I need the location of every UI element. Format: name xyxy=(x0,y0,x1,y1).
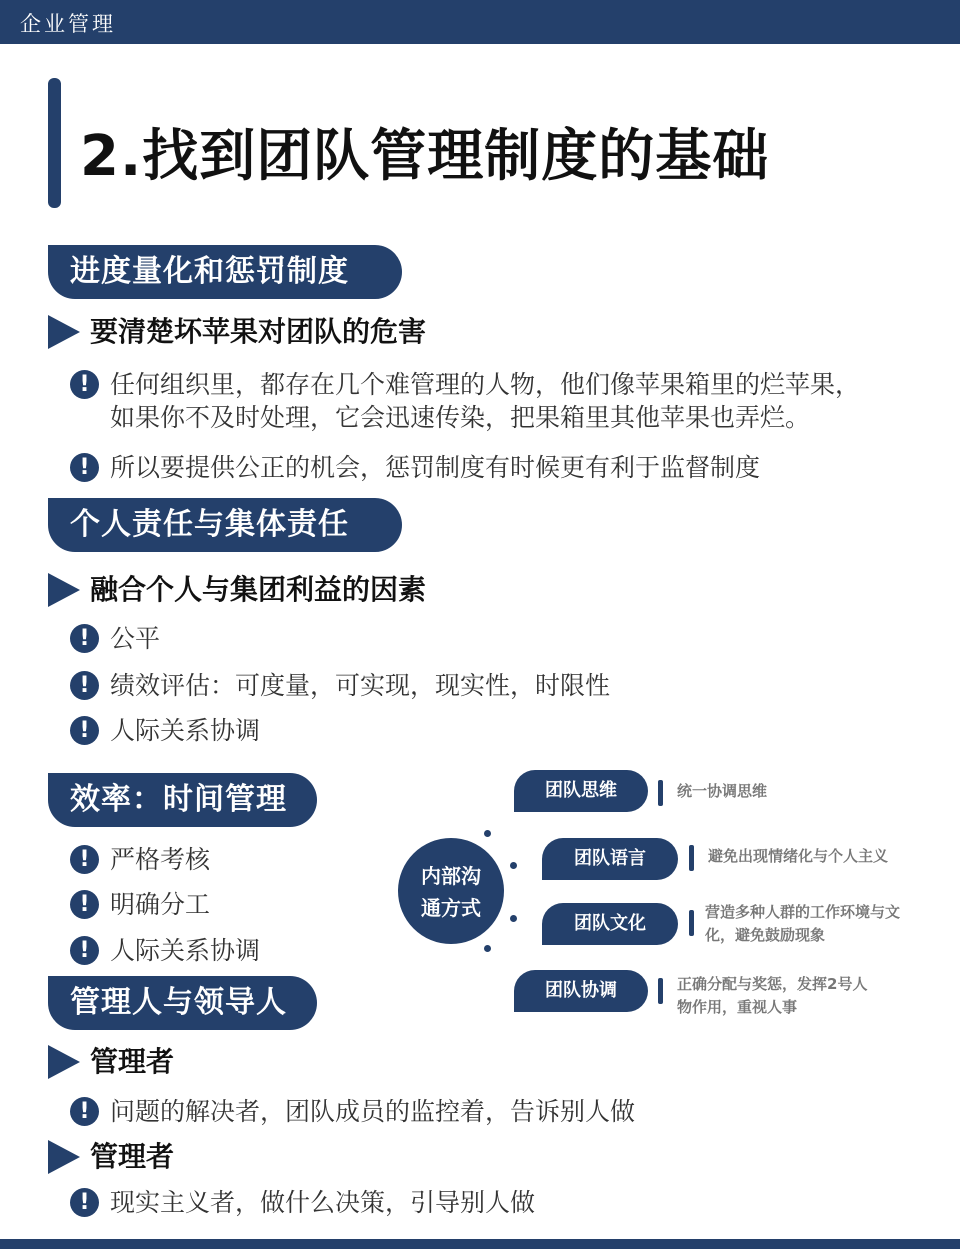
connector-dot xyxy=(510,915,517,922)
triangle-right-icon xyxy=(48,315,80,349)
diagram-desc: 物作用，重视人事 xyxy=(677,998,798,1016)
diagram-item-team-culture: 团队文化 xyxy=(542,903,678,945)
bullet-text: 人际关系协调 xyxy=(110,936,261,965)
diagram-item-team-language: 团队语言 xyxy=(542,838,678,880)
diagram-desc: 营造多种人群的工作环境与文 xyxy=(705,903,901,921)
bullet-text: 公平 xyxy=(110,624,161,653)
diagram-item-team-coordination: 团队协调 xyxy=(514,970,648,1012)
exclamation-circle-icon xyxy=(70,453,99,482)
subheading-text: 要清楚坏苹果对团队的危害 xyxy=(90,315,427,348)
exclamation-circle-icon xyxy=(70,1097,99,1126)
divider xyxy=(658,780,663,806)
exclamation-circle-icon xyxy=(70,624,99,653)
bullet-text: 问题的解决者，团队成员的监控着，告诉别人做 xyxy=(110,1097,636,1126)
diagram-item-team-thinking: 团队思维 xyxy=(514,770,648,812)
subheading-text: 管理者 xyxy=(90,1140,175,1173)
bullet-text: 人际关系协调 xyxy=(110,716,261,745)
section-heading-progress-penalty: 进度量化和惩罚制度 xyxy=(48,245,402,299)
bullet-text: 明确分工 xyxy=(110,890,211,919)
title-accent-bar xyxy=(48,78,61,208)
subheading-text: 融合个人与集团利益的因素 xyxy=(90,573,427,606)
subheading-text: 管理者 xyxy=(90,1045,175,1078)
exclamation-circle-icon xyxy=(70,716,99,745)
divider xyxy=(658,978,663,1004)
divider xyxy=(689,910,694,936)
exclamation-circle-icon xyxy=(70,845,99,874)
exclamation-circle-icon xyxy=(70,370,99,399)
diagram-desc: 正确分配与奖惩，发挥2号人 xyxy=(677,975,868,993)
header-label: 企业管理 xyxy=(20,12,116,36)
bullet-text: 绩效评估：可度量，可实现，现实性，时限性 xyxy=(110,671,611,700)
connector-dot xyxy=(484,830,491,837)
connector-dot xyxy=(484,945,491,952)
diagram-desc: 避免出现情绪化与个人主义 xyxy=(708,847,889,865)
bullet-text: 任何组织里，都存在几个难管理的人物，他们像苹果箱里的烂苹果， xyxy=(110,370,861,399)
section-heading-manager-leader: 管理人与领导人 xyxy=(48,976,317,1030)
header-bar xyxy=(0,0,960,44)
exclamation-circle-icon xyxy=(70,1188,99,1217)
bullet-text: 现实主义者，做什么决策，引导别人做 xyxy=(110,1188,536,1217)
diagram-center-line: 内部沟 xyxy=(421,864,481,888)
triangle-right-icon xyxy=(48,1045,80,1079)
exclamation-circle-icon xyxy=(70,890,99,919)
footer-bar xyxy=(0,1239,960,1249)
triangle-right-icon xyxy=(48,1140,80,1174)
diagram-desc: 统一协调思维 xyxy=(677,782,768,800)
section-heading-efficiency: 效率：时间管理 xyxy=(48,773,317,827)
divider xyxy=(689,845,694,871)
communication-diagram xyxy=(380,760,940,1030)
bullet-text-continued: 如果你不及时处理，它会迅速传染，把果箱里其他苹果也弄烂。 xyxy=(110,403,811,432)
section-heading-responsibility: 个人责任与集体责任 xyxy=(48,498,402,552)
diagram-center xyxy=(398,838,504,944)
page-title: 2.找到团队管理制度的基础 xyxy=(80,124,770,189)
triangle-right-icon xyxy=(48,573,80,607)
bullet-text: 所以要提供公正的机会，惩罚制度有时候更有利于监督制度 xyxy=(110,453,761,482)
connector-dot xyxy=(510,862,517,869)
exclamation-circle-icon xyxy=(70,936,99,965)
diagram-desc: 化，避免鼓励现象 xyxy=(705,926,826,944)
diagram-center-line: 通方式 xyxy=(421,896,481,920)
bullet-text: 严格考核 xyxy=(110,845,211,874)
exclamation-circle-icon xyxy=(70,671,99,700)
